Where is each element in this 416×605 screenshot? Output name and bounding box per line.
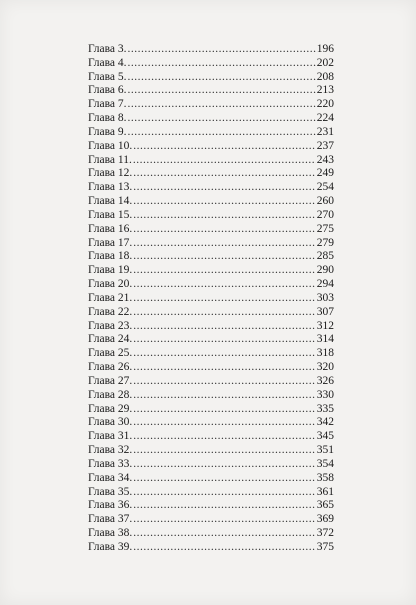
- toc-entry: [88, 195, 334, 209]
- toc-dot-leader: [133, 347, 315, 361]
- toc-entry-page-number: 220: [316, 98, 334, 111]
- toc-dot-leader: [128, 112, 316, 126]
- toc-entry-label: Глава 39.: [88, 540, 133, 553]
- toc-entry-label: Глава 22.: [88, 305, 133, 318]
- toc-entry-label: Глава 4.: [88, 56, 127, 69]
- toc-dot-leader: [133, 223, 315, 237]
- toc-dot-leader: [133, 140, 315, 154]
- toc-entry: [88, 389, 334, 403]
- toc-entry: [88, 458, 334, 472]
- toc-entry-page-number: 330: [316, 388, 334, 401]
- toc-entry: [88, 486, 334, 500]
- toc-entry-page-number: 314: [316, 333, 334, 346]
- toc-entry: [88, 347, 334, 361]
- toc-dot-leader: [133, 264, 315, 278]
- toc-entry-label: Глава 31.: [88, 430, 133, 443]
- toc-entry: [88, 140, 334, 154]
- toc-entry-page-number: 213: [316, 84, 334, 97]
- toc-entry: [88, 430, 334, 444]
- toc-dot-leader: [128, 57, 316, 71]
- toc-entry: [88, 237, 334, 251]
- toc-entry: [88, 209, 334, 223]
- toc-entry-page-number: 243: [316, 153, 334, 166]
- toc-entry-label: Глава 34.: [88, 471, 133, 484]
- toc-entry-page-number: 290: [316, 264, 334, 277]
- toc-entry: [88, 361, 334, 375]
- toc-entry: [88, 264, 334, 278]
- toc-entry-page-number: 270: [316, 208, 334, 221]
- toc-entry-label: Глава 33.: [88, 457, 133, 470]
- toc-entry-label: Глава 15.: [88, 208, 133, 221]
- toc-entry-label: Глава 38.: [88, 526, 133, 539]
- toc-entry-label: Глава 3.: [88, 43, 127, 55]
- toc-entry-page-number: 208: [316, 70, 334, 83]
- toc-entry-page-number: 275: [316, 222, 334, 235]
- toc-entry: [88, 541, 334, 555]
- toc-entry: [88, 84, 334, 98]
- toc-entry-label: Глава 18.: [88, 250, 133, 263]
- toc-dot-leader: [133, 430, 315, 444]
- toc-dot-leader: [133, 527, 315, 541]
- toc-entry-page-number: 320: [316, 361, 334, 374]
- toc-entry-label: Глава 10.: [88, 139, 133, 152]
- toc-entry: [88, 250, 334, 264]
- toc-dot-leader: [133, 513, 315, 527]
- toc-entry-page-number: 260: [316, 195, 334, 208]
- toc-dot-leader: [128, 126, 316, 140]
- toc-dot-leader: [128, 43, 316, 57]
- toc-dot-leader: [133, 292, 315, 306]
- toc-entry: [88, 472, 334, 486]
- toc-entry-page-number: 285: [316, 250, 334, 263]
- toc-entry-page-number: 342: [316, 416, 334, 429]
- toc-entry-label: Глава 12.: [88, 167, 133, 180]
- toc-dot-leader: [133, 375, 315, 389]
- toc-dot-leader: [133, 541, 315, 555]
- toc-dot-leader: [133, 306, 315, 320]
- toc-dot-leader: [133, 458, 315, 472]
- toc-entry: [88, 444, 334, 458]
- toc-entry-page-number: 307: [316, 305, 334, 318]
- toc-entry-label: Глава 35.: [88, 485, 133, 498]
- toc-entry: [88, 292, 334, 306]
- toc-dot-leader: [128, 84, 316, 98]
- toc-dot-leader: [133, 320, 315, 334]
- toc-entry: [88, 499, 334, 513]
- toc-entry-page-number: 294: [316, 278, 334, 291]
- toc-entry: [88, 513, 334, 527]
- toc-entry: [88, 320, 334, 334]
- toc-entry: [88, 43, 334, 57]
- toc-entry-page-number: 312: [316, 319, 334, 332]
- toc-entry: [88, 527, 334, 541]
- toc-entry-page-number: 375: [316, 540, 334, 553]
- toc-entry: [88, 375, 334, 389]
- toc-entry: [88, 416, 334, 430]
- toc-entry: [88, 403, 334, 417]
- toc-entry: [88, 57, 334, 71]
- toc-dot-leader: [128, 71, 316, 85]
- toc-entry-label: Глава 20.: [88, 278, 133, 291]
- toc-entry-label: Глава 27.: [88, 374, 133, 387]
- toc-entry-page-number: 358: [316, 471, 334, 484]
- toc-entry-page-number: 369: [316, 513, 334, 526]
- toc-entry-page-number: 224: [316, 112, 334, 125]
- toc-entry-label: Глава 5.: [88, 70, 127, 83]
- toc-entry-page-number: 202: [316, 56, 334, 69]
- toc-entry-page-number: 231: [316, 125, 334, 138]
- toc-dot-leader: [133, 154, 316, 168]
- toc-entry-page-number: 354: [316, 457, 334, 470]
- toc-dot-leader: [133, 444, 315, 458]
- toc-entry: [88, 71, 334, 85]
- toc-entry-label: Глава 16.: [88, 222, 133, 235]
- table-of-contents: [88, 43, 334, 555]
- toc-dot-leader: [133, 361, 315, 375]
- toc-entry-page-number: 303: [316, 291, 334, 304]
- toc-entry-label: Глава 29.: [88, 402, 133, 415]
- toc-entry-label: Глава 26.: [88, 361, 133, 374]
- toc-entry-label: Глава 28.: [88, 388, 133, 401]
- toc-entry: [88, 154, 334, 168]
- toc-entry-label: Глава 36.: [88, 499, 133, 512]
- toc-entry-label: Глава 14.: [88, 195, 133, 208]
- toc-dot-leader: [133, 499, 315, 513]
- toc-entry-page-number: 345: [316, 430, 334, 443]
- toc-entry-page-number: 351: [316, 444, 334, 457]
- toc-dot-leader: [133, 237, 315, 251]
- toc-entry: [88, 167, 334, 181]
- toc-entry-label: Глава 9.: [88, 125, 127, 138]
- toc-entry-label: Глава 37.: [88, 513, 133, 526]
- toc-dot-leader: [133, 486, 315, 500]
- toc-dot-leader: [133, 278, 315, 292]
- toc-entry-label: Глава 13.: [88, 181, 133, 194]
- toc-dot-leader: [133, 209, 315, 223]
- toc-entry-page-number: 249: [316, 167, 334, 180]
- toc-dot-leader: [133, 416, 315, 430]
- toc-entry-page-number: 365: [316, 499, 334, 512]
- toc-entry: [88, 181, 334, 195]
- toc-entry: [88, 126, 334, 140]
- toc-entry: [88, 333, 334, 347]
- toc-entry-page-number: 196: [316, 43, 334, 55]
- toc-entry-page-number: 335: [316, 402, 334, 415]
- toc-entry-label: Глава 8.: [88, 112, 127, 125]
- toc-entry-label: Глава 7.: [88, 98, 127, 111]
- toc-entry-label: Глава 11.: [88, 153, 132, 166]
- toc-dot-leader: [133, 389, 315, 403]
- toc-dot-leader: [128, 98, 316, 112]
- toc-dot-leader: [133, 181, 315, 195]
- toc-dot-leader: [133, 195, 315, 209]
- toc-entry-page-number: 279: [316, 236, 334, 249]
- toc-dot-leader: [133, 403, 315, 417]
- toc-entry-page-number: 237: [316, 139, 334, 152]
- toc-entry-label: Глава 17.: [88, 236, 133, 249]
- toc-entry-page-number: 318: [316, 347, 334, 360]
- toc-entry-label: Глава 25.: [88, 347, 133, 360]
- toc-entry-label: Глава 23.: [88, 319, 133, 332]
- toc-entry-label: Глава 24.: [88, 333, 133, 346]
- toc-entry: [88, 306, 334, 320]
- toc-dot-leader: [133, 333, 315, 347]
- toc-entry-page-number: 372: [316, 526, 334, 539]
- toc-entry-page-number: 254: [316, 181, 334, 194]
- toc-dot-leader: [133, 250, 315, 264]
- toc-entry-label: Глава 6.: [88, 84, 127, 97]
- toc-entry-label: Глава 21.: [88, 291, 133, 304]
- toc-entry-page-number: 326: [316, 374, 334, 387]
- toc-dot-leader: [133, 472, 315, 486]
- toc-entry-label: Глава 19.: [88, 264, 133, 277]
- toc-entry: [88, 98, 334, 112]
- toc-dot-leader: [133, 167, 315, 181]
- toc-entry: [88, 112, 334, 126]
- toc-entry-page-number: 361: [316, 485, 334, 498]
- toc-entry: [88, 278, 334, 292]
- toc-entry-label: Глава 30.: [88, 416, 133, 429]
- toc-entry-label: Глава 32.: [88, 444, 133, 457]
- toc-entry: [88, 223, 334, 237]
